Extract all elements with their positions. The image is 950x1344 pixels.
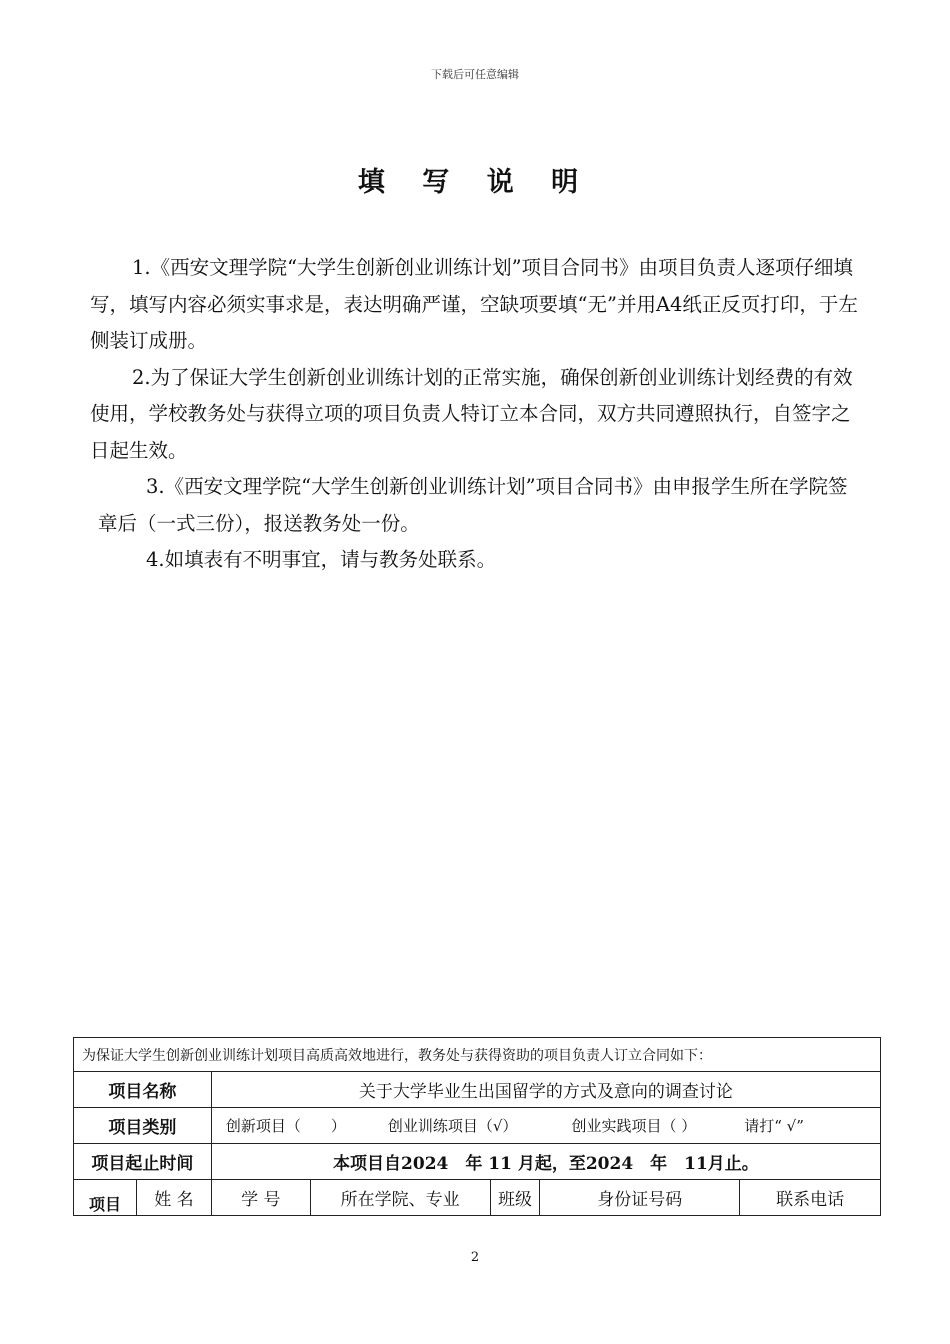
project-name-value: 关于大学毕业生出国留学的方式及意向的调查讨论 [211, 1072, 880, 1108]
member-header-row [74, 1180, 881, 1216]
page-title: 填 写 说 明 [357, 167, 593, 198]
col-id-number-header: 身份证号码 [540, 1180, 740, 1216]
instruction-paragraph-3: 3.《西安文理学院“大学生创新创业训练计划”项目合同书》由申报学生所在学院签章后（一式三份），报送教务处一份。 [98, 475, 848, 535]
col-class-header: 班级 [490, 1180, 540, 1216]
contract-intro: 为保证大学生创新创业训练计划项目高质高效地进行，教务处与获得资助的项目负责人订立合同如下： [74, 1038, 881, 1072]
col-phone-header: 联系电话 [740, 1180, 881, 1216]
project-period-value: 本项目自2024 年 11 月起，至2024 年 11月止。 [211, 1144, 880, 1180]
contract-table [73, 1037, 881, 1216]
type-option-entrepreneurship-practice: 创业实践项目（ ） [571, 1117, 697, 1135]
instruction-paragraph-4: 4.如填表有不明事宜，请与教务处联系。 [146, 548, 497, 571]
header-note: 下载后可任意编辑 [431, 68, 519, 81]
instruction-paragraph-2: 2.为了保证大学生创新创业训练计划的正常实施，确保创新创业训练计划经费的有效使用，学校教务处与获得立项的项目负责人特订立本合同，双方共同遵照执行，自签字之日起生效。 [90, 365, 853, 462]
type-check-hint: 请打“ √” [744, 1117, 804, 1135]
type-option-entrepreneurship-training: 创业训练项目（√） [387, 1117, 518, 1135]
project-period-label: 项目起止时间 [74, 1144, 212, 1180]
project-type-options [211, 1108, 880, 1144]
col-student-id-header: 学 号 [211, 1180, 310, 1216]
project-type-label: 项目类别 [74, 1108, 212, 1144]
page-number: 2 [470, 1250, 480, 1265]
col-college-major-header: 所在学院、专业 [310, 1180, 490, 1216]
project-name-label: 项目名称 [74, 1072, 212, 1108]
col-name-header: 姓 名 [136, 1180, 211, 1216]
instruction-paragraph-1: 1.《西安文理学院“大学生创新创业训练计划”项目合同书》由项目负责人逐项仔细填写，填写内容必须实事求是，表达明确严谨，空缺项要填“无”并用A4纸正反页打印，于左侧装订成册。 [90, 256, 858, 352]
member-section-label: 项目 [74, 1180, 137, 1216]
type-option-innovation: 创新项目（ ） [225, 1117, 346, 1135]
instructions [90, 250, 862, 579]
